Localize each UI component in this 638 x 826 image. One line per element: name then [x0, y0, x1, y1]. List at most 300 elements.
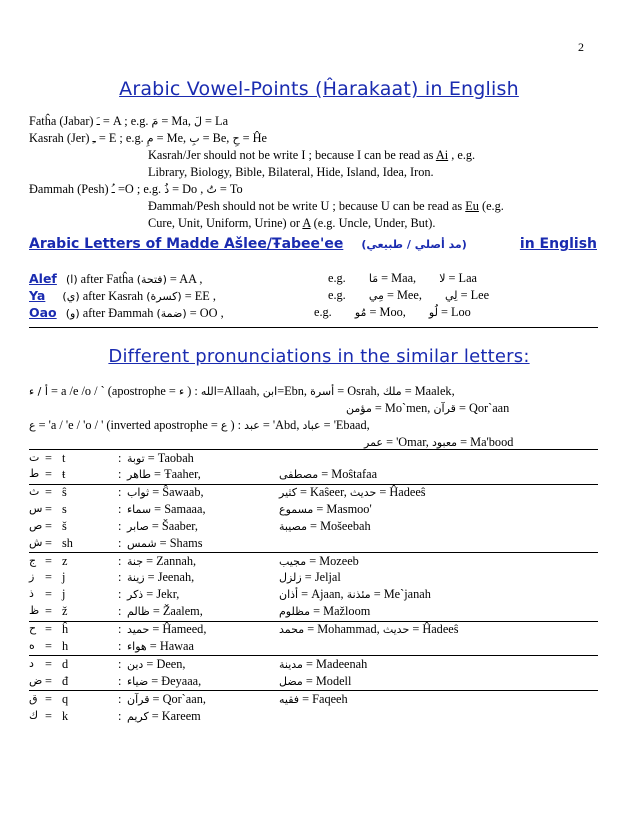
example-arabic: توبة — [127, 451, 145, 465]
equals-sign: = — [45, 708, 52, 723]
equals-sign: = — [45, 691, 52, 706]
example-translit: Jekr, — [156, 587, 180, 602]
example-translit: Faqeeh — [312, 691, 348, 706]
madde-vowel-name: (ضمة) — [156, 307, 187, 320]
letter-latin: z — [62, 553, 68, 568]
example-translit: = 'Ebaad, — [320, 418, 370, 432]
colon: : — [118, 691, 122, 706]
madde-letter: (ي) — [62, 290, 80, 303]
example-translit: = Lee — [457, 288, 490, 302]
example-arabic: معبود — [431, 436, 458, 449]
madde-eq: = OO , — [186, 306, 224, 320]
word-example — [127, 674, 201, 689]
example-translit: Kaŝeer, — [310, 485, 347, 500]
letter-latin: sh — [62, 535, 73, 550]
madde-heading — [29, 236, 597, 252]
madde-row-ya-eg — [328, 288, 489, 303]
example-translit: = Ĥe — [239, 131, 267, 145]
word-example — [127, 519, 198, 534]
example-translit: Kareem — [161, 708, 201, 723]
colon: : — [118, 467, 122, 482]
madde-letter: (و) — [65, 307, 80, 320]
example-eq: = — [310, 603, 324, 618]
example-arabic: قرآن — [433, 402, 456, 415]
example-eq: = — [409, 622, 423, 636]
example-arabic: الله — [200, 385, 217, 398]
example-translit: = Do , — [169, 182, 207, 196]
example-eq: = — [144, 570, 158, 585]
example-translit: = Be, — [199, 131, 233, 145]
letter-arabic: ه — [29, 638, 35, 652]
note-text: Đammah/Pesh should not be write U ; because U can be read as — [148, 199, 466, 213]
vowel-label: Fatĥa (Jabar) — [29, 114, 97, 128]
example-arabic: ملك — [382, 385, 402, 398]
word-example — [127, 692, 206, 707]
example-arabic: مصطفى — [279, 468, 319, 482]
vowel-label: Đammah (Pesh) — [29, 182, 112, 196]
letter-latin: đ — [62, 673, 69, 688]
example-arabic: مِ — [146, 132, 154, 145]
note-text: (e.g. Uncle, Under, But). — [310, 216, 436, 230]
example-translit: Jeljal — [314, 570, 341, 585]
letter-arabic: س — [29, 502, 43, 516]
madde-row-alef — [29, 271, 203, 287]
example-eq: = — [306, 518, 321, 533]
example-translit: Đeyaaa, — [161, 673, 202, 688]
example-translit: Modell — [315, 673, 352, 688]
example-translit: =Allaah, — [216, 384, 263, 398]
group-divider — [29, 449, 598, 450]
eg-label: e.g. — [314, 305, 332, 319]
example-translit: Me`janah — [383, 587, 431, 602]
equals-sign: = — [45, 450, 52, 465]
madde-row-alef-eg — [328, 271, 477, 286]
vowel-value: = A ; e.g. — [99, 114, 152, 128]
example-translit: = 'Abd, — [259, 418, 303, 432]
madde-label: Alef — [29, 271, 57, 286]
colon: : — [118, 587, 122, 602]
word-example-2 — [279, 604, 370, 619]
colon: : — [118, 708, 122, 723]
colon: : — [118, 603, 122, 618]
example-arabic: مَ — [151, 115, 159, 128]
madde-label: Oao — [29, 305, 57, 320]
example-arabic: عمر — [364, 436, 383, 449]
madde-heading-arabic: (مد أصلي / طبيعي) — [361, 238, 467, 251]
word-example — [127, 536, 203, 551]
example-eq: = — [301, 570, 315, 585]
letter-arabic: ء — [178, 385, 185, 398]
colon: : — [118, 570, 122, 585]
madde-after: after Fatĥa — [77, 272, 137, 286]
example-eq: = — [151, 502, 165, 517]
example-translit: = Maa, — [378, 271, 417, 285]
colon: : — [118, 673, 122, 688]
equals-sign: = — [45, 570, 52, 585]
letter-latin: d — [62, 656, 69, 671]
example-arabic: مدينة — [279, 657, 303, 671]
letter-latin: ĥ — [62, 622, 69, 636]
eg-label: e.g. — [328, 271, 346, 285]
letter-latin: j — [62, 570, 66, 585]
example-eq: = — [148, 708, 162, 723]
example-translit: Qor`aan, — [162, 691, 206, 706]
vowel-mark: ـُ — [111, 183, 115, 196]
note-underlined: Eu — [465, 199, 479, 213]
example-eq: = — [149, 603, 163, 618]
letter-arabic: ت — [29, 450, 40, 464]
example-arabic: زينة — [127, 571, 145, 585]
example-translit: Deen, — [156, 656, 186, 671]
letter-arabic: أ / ء — [29, 385, 48, 398]
example-translit: = Osrah, — [334, 384, 383, 398]
diff-line-ain — [29, 418, 370, 433]
example-arabic: مسموع — [279, 503, 314, 517]
page-number: 2 — [578, 40, 584, 54]
example-translit: = Maalek, — [401, 384, 455, 398]
example-arabic: مضل — [279, 674, 303, 688]
example-arabic: عبد — [244, 419, 260, 432]
equals-sign: = — [45, 535, 52, 550]
example-eq: = — [143, 656, 157, 671]
example-translit: Taobah — [157, 450, 194, 465]
example-eq: = — [304, 622, 318, 636]
example-arabic: محمد — [279, 623, 305, 636]
example-arabic: ذكر — [127, 588, 144, 602]
example-arabic: ظالم — [127, 604, 150, 618]
example-eq: = — [149, 485, 163, 500]
example-translit: = La — [201, 114, 229, 128]
example-translit: Masmoo' — [326, 502, 372, 517]
vowel-value: = E ; e.g. — [95, 131, 147, 145]
example-arabic: لَ — [193, 115, 202, 128]
diff-line-alef-2 — [346, 401, 509, 416]
example-arabic: فقيه — [279, 692, 300, 706]
example-translit: Ŝawaab, — [162, 485, 204, 500]
example-translit: Ŧaaher, — [164, 467, 201, 482]
madde-label: Ya — [29, 288, 46, 303]
example-eq: = — [298, 587, 312, 602]
madde-eq: = AA , — [166, 272, 203, 286]
example-translit: = Laa — [445, 271, 477, 285]
example-eq: = — [143, 587, 157, 602]
vowel-mark: ـِ — [92, 132, 96, 145]
word-example-2 — [279, 467, 377, 482]
madde-after: after Kasrah — [79, 289, 147, 303]
letter-latin: s — [62, 502, 67, 517]
letter-latin: j — [62, 587, 66, 602]
note-text: , e.g. — [448, 148, 476, 162]
equals-sign: = — [45, 485, 52, 500]
example-arabic: مئذنة — [346, 588, 371, 602]
example-arabic: زلزل — [279, 571, 302, 585]
example-eq: = — [150, 467, 165, 482]
letter-arabic: ق — [29, 691, 38, 705]
equals-sign: = — [45, 622, 52, 636]
equals-sign: = — [45, 502, 52, 517]
example-eq: = — [302, 673, 316, 688]
madde-heading-text: Arabic Letters of Madde Ašlee/Ŧabee'ee — [29, 236, 344, 252]
example-eq: = — [302, 656, 317, 671]
example-translit: Mažloom — [323, 603, 371, 618]
example-translit: Mohammad, — [317, 622, 380, 636]
example-arabic: لِي — [445, 289, 458, 302]
word-example — [127, 604, 203, 619]
colon: : — [118, 450, 122, 465]
example-arabic: قرآن — [127, 692, 150, 706]
colon: : — [118, 656, 122, 671]
madde-row-oao-eg — [314, 305, 471, 320]
example-arabic: شمس — [127, 536, 157, 550]
example-translit: Hawaa — [159, 638, 194, 653]
note-text: Cure, Unit, Uniform, Urine) or — [148, 216, 303, 230]
diff-heading: Different pronunciations in the similar letters: — [108, 346, 530, 367]
example-translit: = Mee, — [383, 288, 422, 302]
vowel-value: =O ; e.g. — [114, 182, 165, 196]
dammah-note — [148, 199, 504, 214]
example-translit: Mošeebah — [320, 518, 371, 533]
equals-sign: = — [45, 638, 52, 653]
example-translit: Madeenah — [316, 656, 368, 671]
example-translit: Zannah, — [156, 553, 197, 568]
madde-heading-tail: in English — [519, 236, 597, 252]
example-translit: Moŝtafaa — [331, 467, 378, 482]
example-arabic: أذان — [279, 588, 299, 602]
example-arabic: حديث — [382, 623, 410, 636]
word-example-2 — [279, 692, 348, 707]
word-example — [127, 587, 179, 602]
example-arabic: ثواب — [127, 486, 150, 500]
example-arabic: حديث — [349, 486, 377, 500]
word-example-2 — [279, 485, 426, 500]
note-underlined: Ai — [435, 148, 449, 162]
letter-arabic: ظ — [29, 603, 40, 617]
letter-arabic: ح — [29, 622, 37, 635]
letter-arabic: ض — [29, 673, 43, 687]
example-translit: =Ebn, — [277, 384, 311, 398]
word-example — [127, 622, 206, 637]
example-arabic: مِي — [368, 289, 384, 302]
diff-text: = 'a / 'e / 'o / ' (inverted apostrophe = — [35, 418, 221, 432]
word-example-2 — [279, 519, 371, 534]
diff-text: ) : — [184, 384, 201, 398]
example-translit: Jeenah, — [157, 570, 195, 585]
word-example-2 — [279, 570, 341, 585]
note-text: Kasrah/Jer should not be write I ; because I can be read as — [148, 148, 436, 162]
example-eq: = — [299, 691, 313, 706]
example-arabic: لُو — [428, 306, 438, 319]
colon: : — [118, 638, 122, 653]
note-underlined: A — [302, 216, 311, 230]
example-arabic: بِ — [189, 132, 200, 145]
example-eq: = — [146, 638, 160, 653]
kasrah-examples: Library, Biology, Bible, Bilateral, Hide, Island, Idea, Iron. — [148, 165, 434, 179]
word-example — [127, 467, 201, 482]
letter-arabic: ع — [29, 419, 36, 432]
madde-row-ya — [29, 288, 216, 304]
example-arabic: ذُ — [164, 183, 170, 196]
example-translit: = 'Omar, — [383, 435, 432, 449]
example-arabic: تُ — [206, 183, 217, 196]
letter-latin: q — [62, 691, 69, 706]
letter-latin: ŧ — [62, 467, 66, 482]
colon: : — [118, 622, 122, 636]
letter-latin: h — [62, 638, 69, 653]
word-example-2 — [279, 622, 459, 637]
letter-arabic: ع — [220, 419, 228, 432]
example-eq: = — [156, 535, 170, 550]
example-eq: = — [313, 502, 327, 517]
example-eq: = — [370, 587, 384, 602]
equals-sign: = — [45, 603, 52, 618]
example-translit: = Qor`aan — [455, 401, 510, 415]
word-example-2 — [279, 657, 367, 672]
vowel-fatha-line — [29, 114, 228, 129]
letter-arabic: ص — [29, 518, 43, 532]
example-translit: = Mo`men, — [371, 401, 434, 415]
example-arabic: مجيب — [279, 554, 307, 568]
page-title: Arabic Vowel-Points (Ĥarakaat) in English — [119, 78, 519, 100]
kasrah-note — [148, 148, 475, 163]
madde-vowel-name: (كسرة) — [146, 290, 182, 303]
colon: : — [118, 485, 122, 500]
letter-arabic: ث — [29, 485, 40, 499]
example-eq: = — [148, 518, 162, 533]
colon: : — [118, 553, 122, 568]
equals-sign: = — [45, 587, 52, 602]
example-translit: = To — [216, 182, 243, 196]
example-arabic: كثير — [279, 486, 297, 500]
example-translit: = Loo — [437, 305, 471, 319]
example-translit: = Ma, — [158, 114, 194, 128]
equals-sign: = — [45, 553, 52, 568]
example-arabic: ابن — [262, 385, 278, 398]
example-eq: = — [376, 485, 390, 500]
example-translit: Žaalem, — [162, 603, 203, 618]
letter-arabic: ذ — [29, 587, 34, 601]
vowel-mark: ـَ — [96, 115, 100, 128]
letter-arabic: ش — [29, 535, 43, 549]
diff-text: = a /e /o / ` (apostrophe = — [47, 384, 179, 398]
example-eq: = — [306, 553, 320, 568]
equals-sign: = — [45, 656, 52, 671]
colon: : — [118, 535, 122, 550]
madde-after: after Đammah — [79, 306, 157, 320]
letter-arabic: ط — [29, 467, 40, 481]
diff-text: ) : — [227, 418, 245, 432]
note-text: (e.g. — [478, 199, 504, 213]
word-example-2 — [279, 587, 431, 602]
example-arabic: مُو — [354, 306, 367, 319]
madde-eq: = EE , — [181, 289, 216, 303]
example-translit: = Moo, — [366, 305, 406, 319]
example-arabic: أسرة — [310, 385, 335, 398]
word-example — [127, 451, 194, 466]
letter-latin: t — [62, 450, 66, 465]
example-eq: = — [143, 553, 157, 568]
colon: : — [118, 502, 122, 517]
word-example-2 — [279, 554, 359, 569]
word-example — [127, 502, 206, 517]
letter-latin: ŝ — [62, 485, 67, 500]
word-example — [127, 639, 194, 654]
example-arabic: مَا — [368, 272, 379, 285]
example-translit: Ĥadeeŝ — [389, 485, 426, 500]
dammah-examples — [148, 216, 435, 231]
example-arabic: ضياء — [127, 674, 149, 688]
word-example — [127, 554, 196, 569]
example-arabic: حِ — [232, 132, 240, 145]
example-translit: Ajaan, — [311, 587, 344, 602]
vowel-label: Kasrah (Jer) — [29, 131, 93, 145]
example-arabic: صابر — [127, 519, 149, 533]
example-arabic: حميد — [127, 623, 150, 636]
example-translit: Samaaa, — [164, 502, 206, 517]
letter-arabic: د — [29, 656, 34, 670]
example-eq: = — [148, 673, 162, 688]
letter-latin: š — [62, 518, 67, 533]
madde-vowel-name: (فتحة) — [136, 273, 167, 286]
example-arabic: مظلوم — [279, 604, 311, 618]
equals-sign: = — [45, 518, 52, 533]
example-translit: Shams — [169, 535, 203, 550]
word-example — [127, 657, 185, 672]
divider — [29, 327, 598, 328]
word-example — [127, 570, 194, 585]
word-example-2 — [279, 502, 372, 517]
example-translit: Ĥadeeŝ — [422, 622, 459, 636]
diff-line-ain-2 — [364, 435, 513, 450]
madde-row-oao — [29, 305, 224, 321]
example-arabic: طاهر — [127, 468, 151, 482]
colon: : — [118, 518, 122, 533]
example-translit: Šaaber, — [161, 518, 198, 533]
example-arabic: سماء — [127, 503, 152, 517]
example-translit: Mozeeb — [319, 553, 359, 568]
equals-sign: = — [45, 467, 52, 482]
example-arabic: مؤمن — [346, 402, 372, 415]
example-arabic: دين — [127, 657, 144, 671]
word-example — [127, 709, 201, 724]
vowel-kasrah-line — [29, 131, 267, 146]
letter-latin: ž — [62, 603, 68, 618]
example-arabic: هواء — [127, 639, 147, 653]
madde-letter: (ا) — [65, 273, 78, 286]
letter-latin: k — [62, 708, 69, 723]
letter-arabic: ز — [29, 570, 35, 584]
vowel-dammah-line — [29, 182, 243, 197]
letter-arabic: ج — [29, 553, 37, 567]
equals-sign: = — [45, 673, 52, 688]
example-arabic: كريم — [127, 709, 149, 723]
example-arabic: مصيبة — [279, 519, 307, 533]
example-translit: Ĥameed, — [162, 622, 207, 636]
example-eq: = — [144, 450, 158, 465]
example-eq: = — [296, 485, 311, 500]
word-example-2 — [279, 674, 351, 689]
letter-arabic: ك — [29, 708, 39, 722]
example-translit: = Ma'bood — [457, 435, 514, 449]
example-translit: = Me, — [153, 131, 190, 145]
eg-label: e.g. — [328, 288, 346, 302]
example-arabic: جنة — [127, 554, 144, 568]
example-arabic: لا — [439, 272, 446, 285]
example-eq: = — [149, 622, 163, 636]
example-eq: = — [149, 691, 163, 706]
example-eq: = — [318, 467, 332, 482]
example-arabic: عباد — [302, 419, 321, 432]
word-example — [127, 485, 204, 500]
